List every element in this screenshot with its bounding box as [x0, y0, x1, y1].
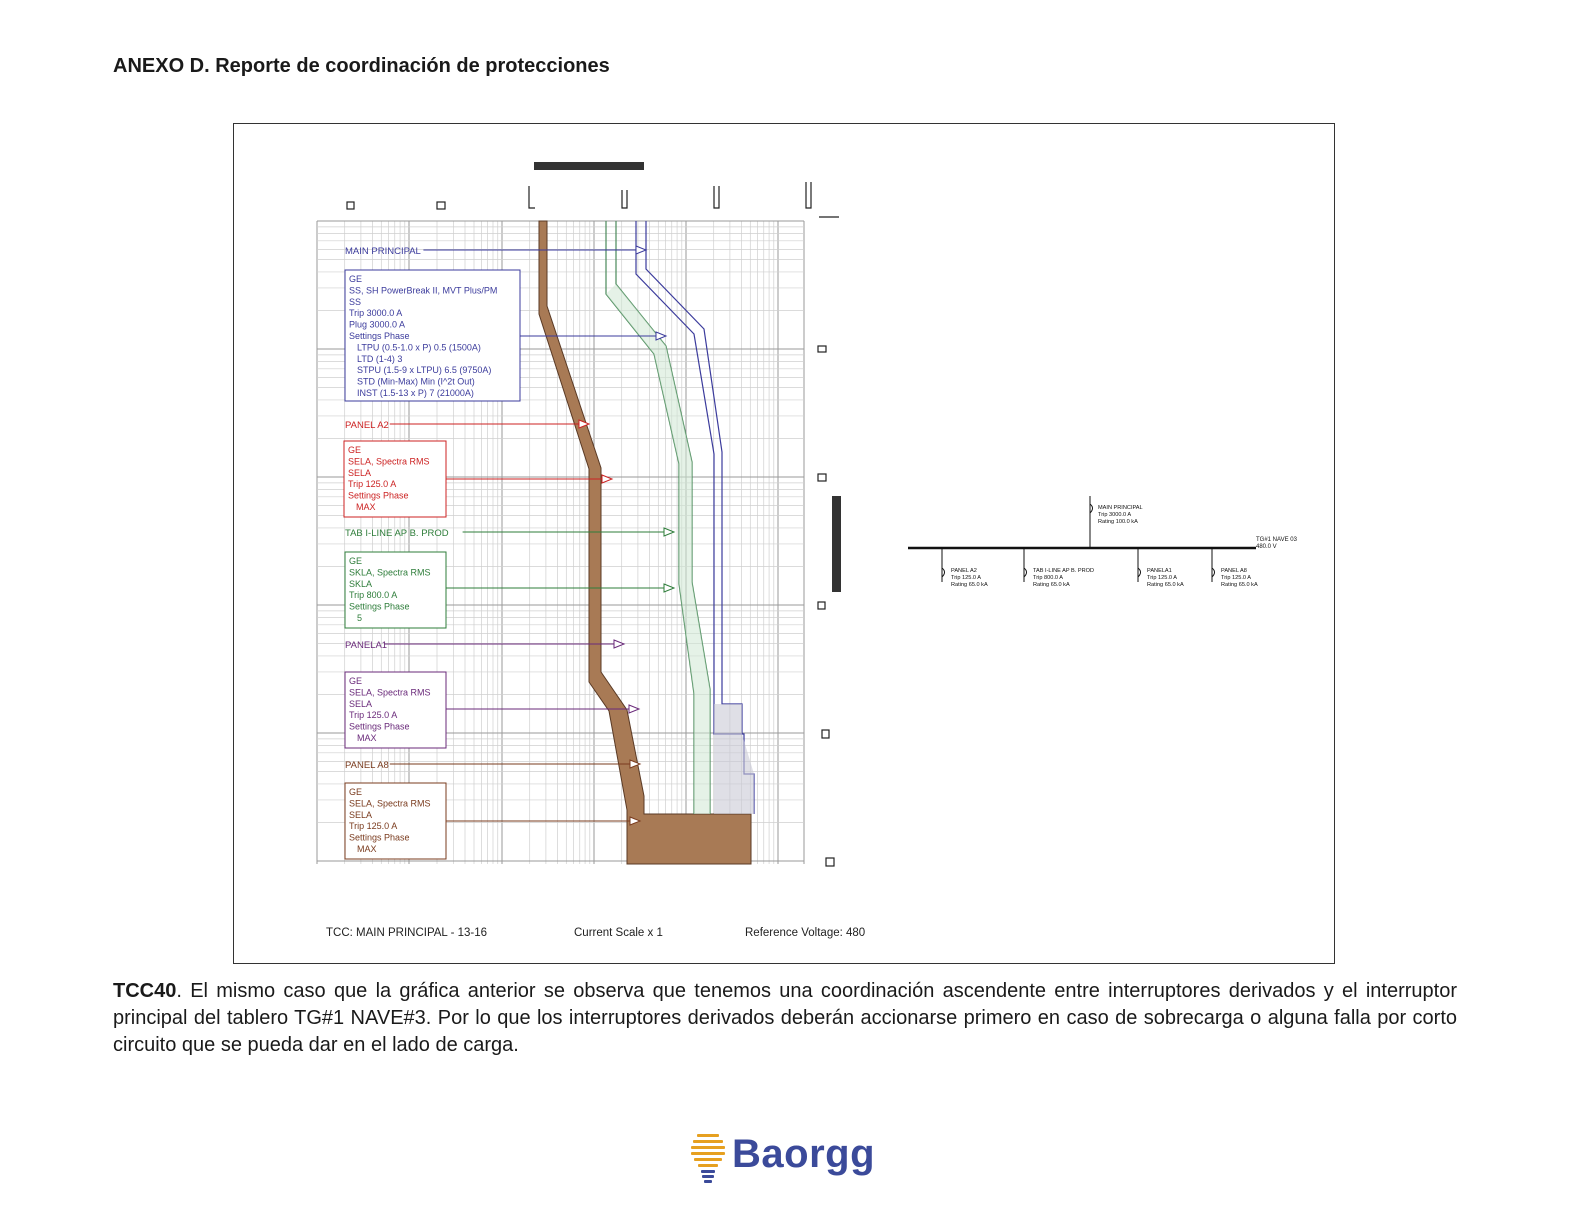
feeder-label: Trip 800.0 A — [1033, 575, 1063, 581]
reference-voltage: Reference Voltage: 480 — [745, 927, 866, 939]
device-label: PANEL A2 — [345, 420, 389, 431]
device-setting: Settings Phase — [349, 721, 410, 732]
current-scale: Current Scale x 1 — [574, 927, 663, 939]
device-0 — [345, 246, 666, 401]
tcc-plot — [234, 124, 1336, 965]
feeder-label: Rating 65.0 kA — [1221, 582, 1258, 588]
device-setting: Settings Phase — [349, 601, 410, 612]
lightbulb-icon — [688, 1128, 728, 1184]
device-4 — [345, 760, 640, 859]
device-setting: SELA, Spectra RMS — [348, 456, 430, 467]
device-setting: SELA, Spectra RMS — [349, 798, 431, 809]
device-setting: MAX — [357, 844, 377, 854]
device-setting: SELA, Spectra RMS — [349, 687, 431, 698]
main-breaker-label: Rating 100.0 kA — [1098, 519, 1138, 525]
device-arrowhead — [602, 475, 612, 483]
device-arrowhead — [636, 246, 646, 254]
device-setting: Trip 125.0 A — [349, 710, 398, 721]
device-setting: GE — [349, 556, 363, 566]
device-setting: STD (Min-Max) Min (I^2t Out) — [357, 376, 475, 387]
device-setting: SELA — [349, 698, 373, 709]
scale-title-glyphs — [534, 162, 644, 170]
tcc-figure — [233, 123, 1335, 964]
device-setting: MAX — [356, 502, 376, 512]
logo-wordmark: Baorgg — [732, 1132, 875, 1176]
bus-label: TG#1 NAVE 03 — [1256, 537, 1297, 543]
one-line-diagram — [908, 496, 1298, 588]
device-setting: Trip 125.0 A — [349, 821, 398, 832]
device-setting: Trip 800.0 A — [349, 590, 398, 601]
feeder-label: PANEL A2 — [951, 568, 977, 574]
device-label: MAIN PRINCIPAL — [345, 246, 421, 257]
caption-text: . El mismo caso que la gráfica anterior se observa que tenemos una coordinación ascendente entre interruptores derivados y el interruptor principal del tablero TG#1 NAVE#3. Por lo que los interruptores derivados deberán accionarse primero en caso de sobrecarga o alguna falla por corto circuito que se pueda dar en el lado de carga. — [113, 980, 1457, 1056]
feeder-label: TAB I-LINE AP B. PROD — [1033, 568, 1095, 574]
feeder-label: Trip 125.0 A — [951, 575, 981, 581]
main-breaker-label: Trip 3000.0 A — [1098, 512, 1132, 518]
device-setting: SELA — [348, 467, 372, 478]
device-1 — [344, 420, 612, 517]
device-label: PANELA1 — [345, 640, 388, 651]
device-setting: STPU (1.5-9 x LTPU) 6.5 (9750A) — [357, 365, 492, 376]
axis-title-glyphs — [832, 496, 841, 592]
device-setting: SS — [349, 296, 362, 307]
feeder-label: Rating 65.0 kA — [1147, 582, 1184, 588]
device-setting: Trip 125.0 A — [348, 479, 397, 490]
device-setting: INST (1.5-13 x P) 7 (21000A) — [357, 388, 474, 398]
device-setting: Trip 3000.0 A — [349, 308, 403, 319]
device-arrowhead — [629, 705, 639, 713]
bus-voltage: 480.0 V — [1256, 544, 1277, 550]
device-setting: 5 — [357, 613, 363, 623]
device-setting: SKLA — [349, 578, 373, 589]
device-label: TAB I-LINE AP B. PROD — [345, 528, 449, 539]
device-setting: GE — [349, 676, 363, 686]
tcc-name: TCC: MAIN PRINCIPAL - 13-16 — [326, 927, 488, 939]
feeder-label: Rating 65.0 kA — [1033, 582, 1070, 588]
device-2 — [345, 528, 674, 628]
device-arrowhead — [664, 584, 674, 592]
device-setting: Settings Phase — [349, 832, 410, 843]
device-arrowhead — [614, 640, 624, 648]
device-setting: GE — [348, 445, 362, 455]
device-setting: Settings Phase — [349, 331, 410, 341]
main-breaker-label: MAIN PRINCIPAL — [1098, 505, 1143, 511]
feeder-label: Rating 65.0 kA — [951, 582, 988, 588]
device-setting: LTD (1-4) 3 — [357, 353, 403, 364]
feeder-label: Trip 125.0 A — [1147, 575, 1177, 581]
device-label: PANEL A8 — [345, 760, 389, 771]
figure-caption — [113, 978, 1457, 1059]
device-arrowhead — [656, 332, 666, 340]
device-setting: MAX — [357, 733, 377, 743]
device-setting: Settings Phase — [348, 490, 409, 501]
device-setting: GE — [349, 787, 363, 797]
feeder-label: Trip 125.0 A — [1221, 575, 1251, 581]
device-setting: GE — [349, 274, 363, 284]
device-setting: SELA — [349, 809, 373, 820]
device-setting: SKLA, Spectra RMS — [349, 567, 431, 578]
curve-panel-a2-fill — [714, 704, 754, 814]
device-setting: Plug 3000.0 A — [349, 319, 406, 330]
device-setting: LTPU (0.5-1.0 x P) 0.5 (1500A) — [357, 342, 481, 353]
caption-label: TCC40 — [113, 980, 177, 1002]
feeder-label: PANELA1 — [1147, 568, 1172, 574]
feeder-label: PANEL A8 — [1221, 568, 1247, 574]
brand-logo — [688, 1128, 888, 1184]
tcc-curves — [539, 221, 754, 864]
page-heading: ANEXO D. Reporte de coordinación de protecciones — [113, 55, 610, 77]
device-arrowhead — [664, 528, 674, 536]
device-setting: SS, SH PowerBreak II, MVT Plus/PM — [349, 285, 498, 296]
